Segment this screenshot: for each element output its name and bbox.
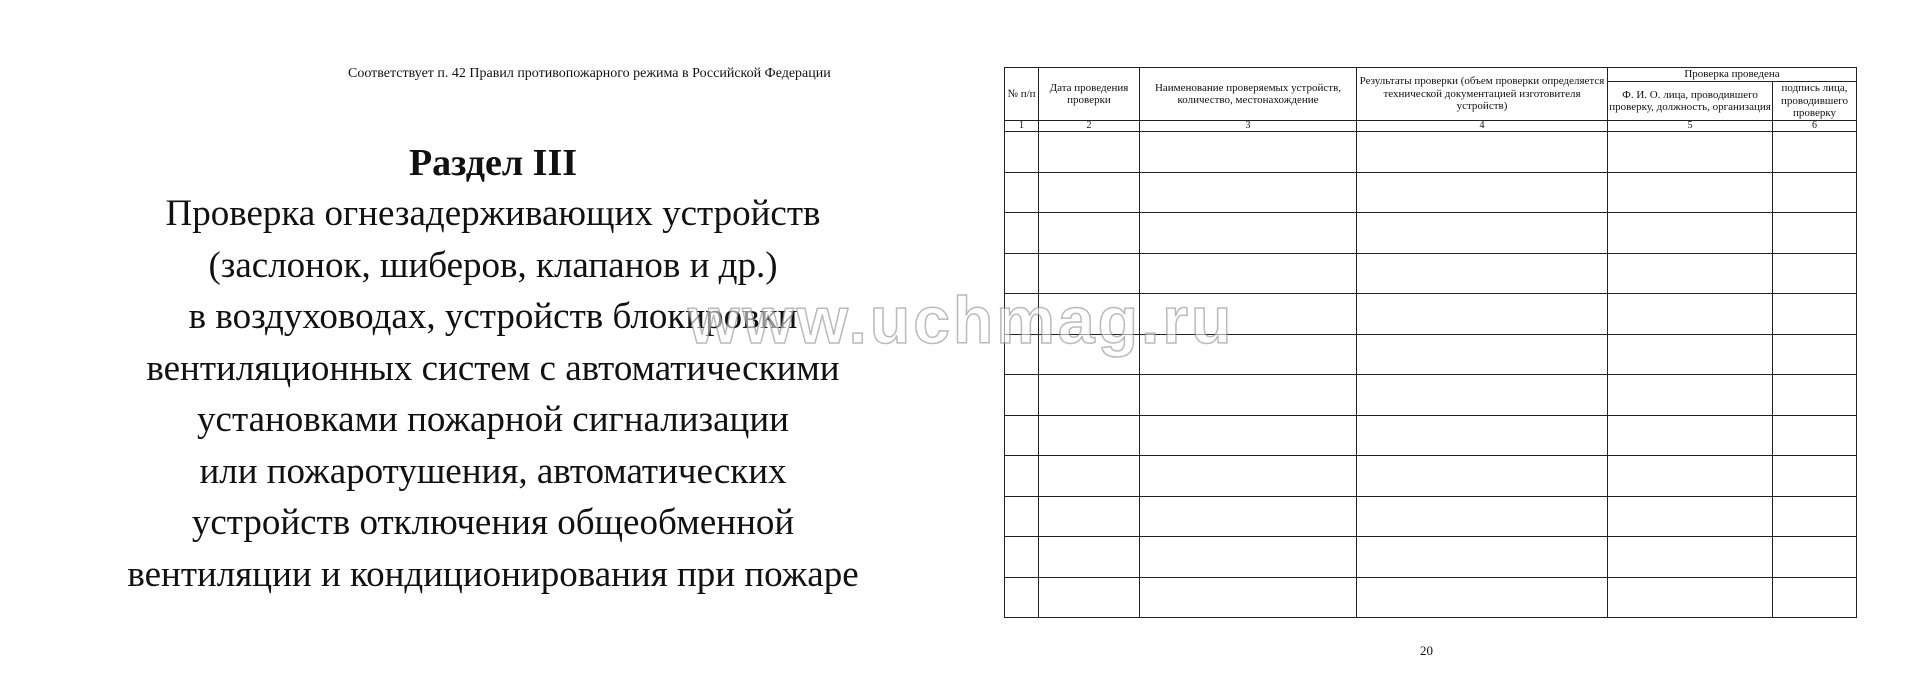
table-cell <box>1773 415 1857 456</box>
table-cell <box>1773 253 1857 294</box>
table-cell <box>1140 253 1357 294</box>
table-cell <box>1140 334 1357 375</box>
table-cell <box>1608 172 1773 213</box>
table-cell <box>1608 294 1773 335</box>
table-cell <box>1005 537 1039 578</box>
table-cell <box>1005 172 1039 213</box>
section-subtitle-line: или пожаротушения, автоматических <box>199 450 787 492</box>
col-header-signature: подпись лица, проводившего проверку <box>1773 82 1857 121</box>
table-cell <box>1773 213 1857 254</box>
table-cell <box>1140 375 1357 416</box>
table-row <box>1005 537 1857 578</box>
table-cell <box>1039 537 1140 578</box>
col-header-results: Результаты проверки (объем проверки определяется технической документацией изготовителя устройств) <box>1357 68 1608 121</box>
table-cell <box>1005 253 1039 294</box>
table-cell <box>1039 213 1140 254</box>
table-cell <box>1039 294 1140 335</box>
compliance-note: Соответствует п. 42 Правил противопожарного режима в Российской Федерации <box>348 66 831 81</box>
col-header-date: Дата проведения проверки <box>1039 68 1140 121</box>
section-subtitle-line: вентиляционных систем с автоматическими <box>146 347 840 389</box>
section-title: Раздел III <box>408 142 578 184</box>
table-cell <box>1357 253 1608 294</box>
table-cell <box>1039 132 1140 173</box>
table-cell <box>1773 577 1857 618</box>
table-row <box>1005 375 1857 416</box>
table-cell <box>1039 334 1140 375</box>
table-cell <box>1608 334 1773 375</box>
table-cell <box>1140 456 1357 497</box>
table-cell <box>1608 537 1773 578</box>
table-cell <box>1357 577 1608 618</box>
table-body <box>1005 132 1857 618</box>
table-cell <box>1773 334 1857 375</box>
watermark: www.uchmag.ru <box>688 283 1235 357</box>
section-subtitle-line: (заслонок, шиберов, клапанов и др.) <box>208 244 778 286</box>
table-cell <box>1005 132 1039 173</box>
table-cell <box>1005 375 1039 416</box>
table-cell <box>1039 577 1140 618</box>
table-cell <box>1608 577 1773 618</box>
table-cell <box>1357 334 1608 375</box>
table-cell <box>1140 132 1357 173</box>
table-row <box>1005 334 1857 375</box>
table-row <box>1005 577 1857 618</box>
section-subtitle-line: Проверка огнезадерживающих устройств <box>165 193 821 234</box>
column-number-cell: 4 <box>1357 121 1608 132</box>
table-cell <box>1005 213 1039 254</box>
table-cell <box>1140 213 1357 254</box>
table-cell <box>1039 172 1140 213</box>
table-cell <box>1357 375 1608 416</box>
section-subtitle-line: в воздуховодах, устройств блокировки <box>188 296 798 337</box>
table-cell <box>1608 132 1773 173</box>
table-cell <box>1005 334 1039 375</box>
table-cell <box>1357 415 1608 456</box>
column-number-cell: 6 <box>1773 121 1857 132</box>
table-cell <box>1773 537 1857 578</box>
table-row <box>1005 172 1857 213</box>
section-heading-block <box>62 138 924 600</box>
table-cell <box>1357 132 1608 173</box>
section-subtitle-line: вентиляции и кондиционирования при пожаре <box>127 553 859 595</box>
table-cell <box>1005 577 1039 618</box>
table-cell <box>1608 456 1773 497</box>
column-number-cell: 3 <box>1140 121 1357 132</box>
table-cell <box>1773 456 1857 497</box>
table-cell <box>1357 172 1608 213</box>
table-cell <box>1357 537 1608 578</box>
table-cell <box>1140 415 1357 456</box>
table-cell <box>1608 415 1773 456</box>
table-cell <box>1140 537 1357 578</box>
table-row <box>1005 213 1857 254</box>
column-number-cell: 1 <box>1005 121 1039 132</box>
table-cell <box>1005 456 1039 497</box>
col-header-person: Ф. И. О. лица, проводившего проверку, должность, организация <box>1608 82 1773 121</box>
section-subtitle-line: устройств отключения общеобменной <box>191 502 795 543</box>
page-number: 20 <box>1420 643 1433 658</box>
table-cell <box>1005 415 1039 456</box>
table-cell <box>1005 294 1039 335</box>
inspection-log-table <box>1004 67 1857 618</box>
table-cell <box>1357 294 1608 335</box>
table-row <box>1005 132 1857 173</box>
table-cell <box>1140 577 1357 618</box>
table-cell <box>1039 496 1140 537</box>
col-header-devices: Наименование проверяемых устройств, количество, местонахождение <box>1140 68 1357 121</box>
table-cell <box>1608 213 1773 254</box>
table-cell <box>1140 496 1357 537</box>
table-row <box>1005 415 1857 456</box>
table-cell <box>1140 294 1357 335</box>
column-number-cell: 2 <box>1039 121 1140 132</box>
table-cell <box>1773 496 1857 537</box>
table-cell <box>1357 213 1608 254</box>
table-cell <box>1773 132 1857 173</box>
table-cell <box>1608 496 1773 537</box>
table-cell <box>1005 496 1039 537</box>
table-cell <box>1357 496 1608 537</box>
column-number-cell: 5 <box>1608 121 1773 132</box>
table-cell <box>1039 415 1140 456</box>
table-row <box>1005 253 1857 294</box>
table-cell <box>1039 375 1140 416</box>
table-row <box>1005 456 1857 497</box>
table-cell <box>1608 375 1773 416</box>
table-cell <box>1773 172 1857 213</box>
table-row <box>1005 496 1857 537</box>
table-cell <box>1773 375 1857 416</box>
section-subtitle-line: установками пожарной сигнализации <box>197 399 789 440</box>
table-cell <box>1608 253 1773 294</box>
col-header-conducted: Проверка проведена <box>1608 68 1857 82</box>
table-cell <box>1140 172 1357 213</box>
table-cell <box>1773 294 1857 335</box>
table-row <box>1005 294 1857 335</box>
table-cell <box>1357 456 1608 497</box>
table-cell <box>1039 253 1140 294</box>
col-header-number: № п/п <box>1005 68 1039 121</box>
table-cell <box>1039 456 1140 497</box>
